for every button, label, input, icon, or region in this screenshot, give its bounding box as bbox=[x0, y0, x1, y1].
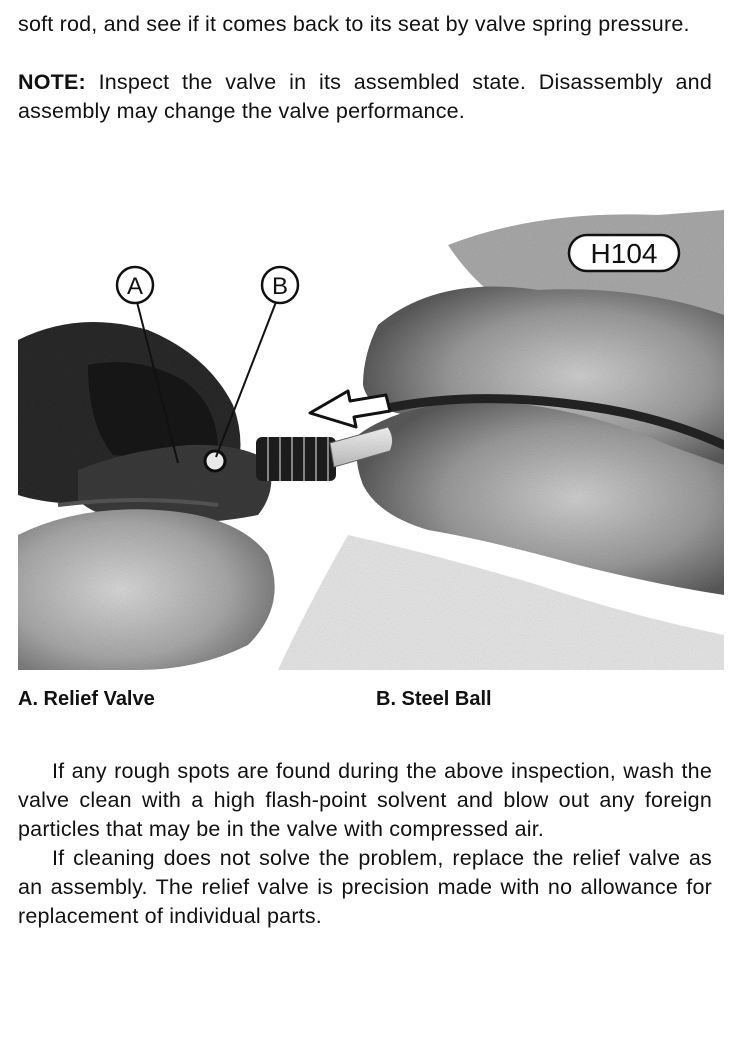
figure-id-label: H104 bbox=[590, 238, 658, 269]
figure-captions bbox=[18, 688, 712, 718]
paragraph-replace-valve: If cleaning does not solve the problem, replace the relief valve as an assembly. The relief valve is precision made with no allowance for replacement of individual parts. bbox=[18, 846, 712, 928]
intro-paragraph: soft rod, and see if it comes back to its seat by valve spring pressure. bbox=[18, 12, 690, 36]
caption-relief-valve: A. Relief Valve bbox=[18, 688, 155, 710]
note-label: NOTE: bbox=[18, 70, 86, 94]
relief-valve-photo bbox=[18, 205, 724, 670]
body-text bbox=[18, 757, 712, 931]
paragraph-rough-spots: If any rough spots are found during the above inspection, wash the valve clean with a high flash-point solvent and blow out any foreign particles that may be in the valve with compressed air. bbox=[18, 759, 712, 841]
callout-b-label: B bbox=[271, 273, 289, 300]
note-text: Inspect the valve in its assembled state. Disassembly and assembly may change the valve performance. bbox=[18, 70, 712, 123]
caption-steel-ball: B. Steel Ball bbox=[376, 688, 492, 710]
note-paragraph bbox=[18, 68, 712, 126]
callout-a-label: A bbox=[126, 273, 144, 300]
